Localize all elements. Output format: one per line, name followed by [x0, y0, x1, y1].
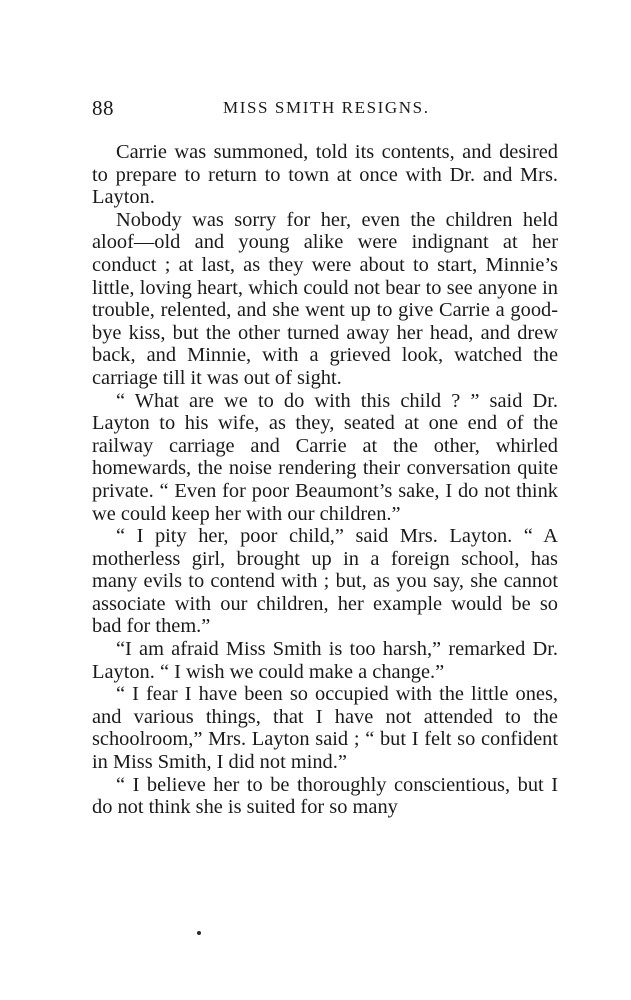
body-text — [92, 141, 558, 819]
paragraph-what-to-do: “ What are we to do with this child ? ” said Dr. Layton to his wife, as they, seated at one end of the railway carriage and Carrie at the other, whirled homewards, the noise rendering their conversation quite private. “ Even for poor Beaumont’s sake, I do not think we could keep her with our children.” — [92, 389, 558, 525]
paragraph-too-harsh: “I am afraid Miss Smith is too harsh,” remarked Dr. Layton. “ I wish we could make a change.” — [92, 638, 558, 683]
running-title: MISS SMITH RESIGNS. — [223, 98, 430, 117]
paragraph-carrie-summoned: Carrie was summoned, told its contents, and desired to prepare to return to town at once with Dr. and Mrs. Layton. — [92, 141, 558, 209]
running-head — [92, 96, 558, 124]
page-number: 88 — [92, 96, 114, 120]
paragraph-nobody-sorry: Nobody was sorry for her, even the children held aloof—old and young alike were indignant at her conduct ; at last, as they were about to start, Minnie’s little, loving heart, which could not bear to see anyone in trouble, relented, and she went up to give Carrie a good-bye kiss, but the other turned away her head, and drew back, and Minnie, with a grieved look, watched the carriage till it was out of sight. — [92, 208, 558, 389]
paragraph-conscientious: “ I believe her to be thoroughly conscientious, but I do not think she is suited for so many — [92, 773, 558, 819]
stray-ink-mark — [197, 931, 201, 935]
paragraph-occupied: “ I fear I have been so occupied with the little ones, and various things, that I have not attended to the schoolroom,” Mrs. Layton said ; “ but I felt so confident in Miss Smith, I did not mind.” — [92, 683, 558, 774]
paragraph-pity-her: “ I pity her, poor child,” said Mrs. Layton. “ A motherless girl, brought up in a foreign school, has many evils to contend with ; but, as you say, she cannot associate with our children, her example would be so bad for them.” — [92, 525, 558, 638]
